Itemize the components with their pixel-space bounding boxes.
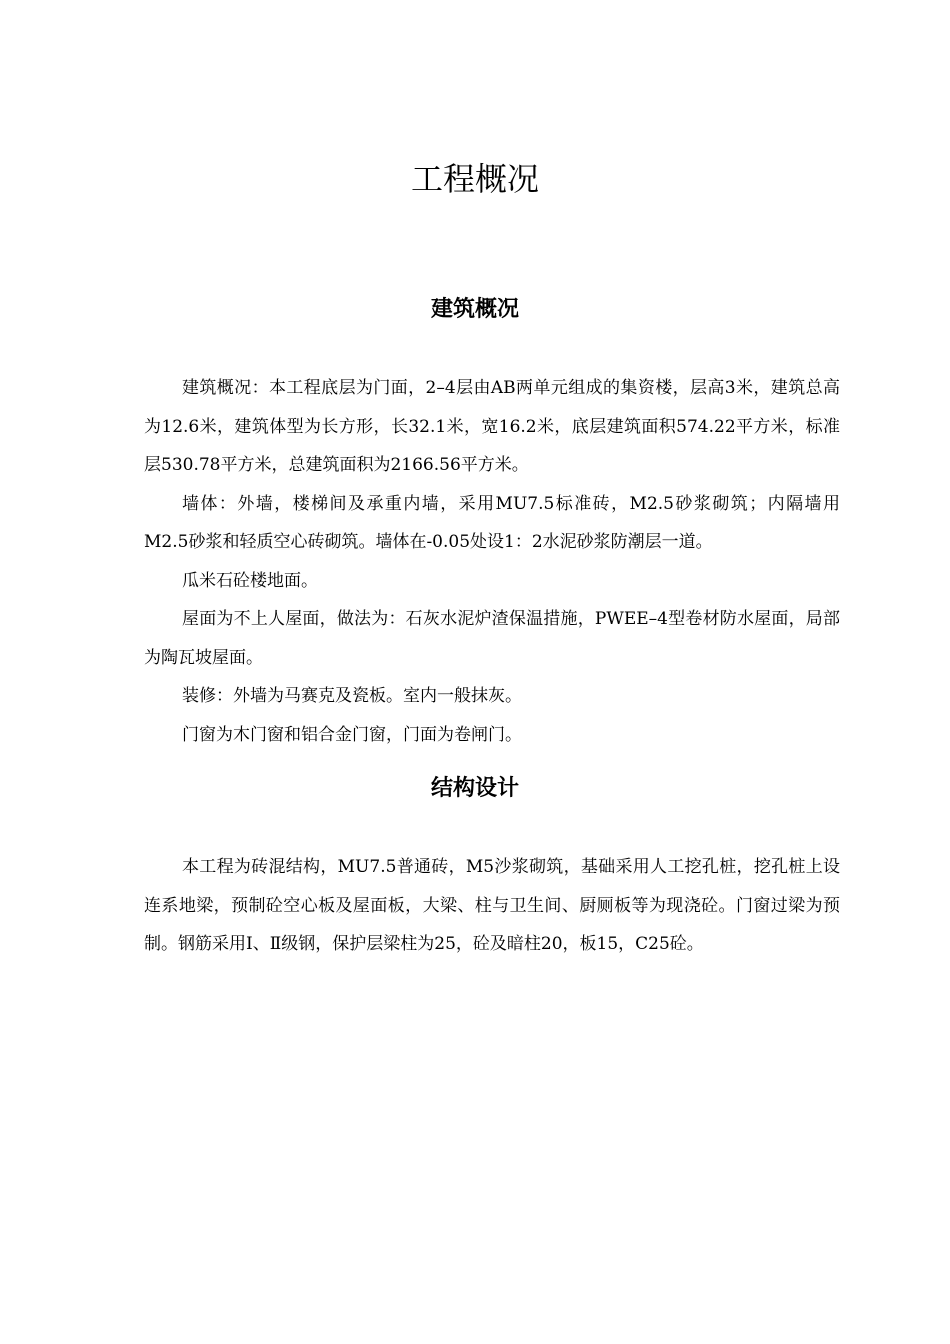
paragraph-doors-windows: 门窗为木门窗和铝合金门窗，门面为卷闸门。 [182,724,522,745]
section-heading-structure: 结构设计 [430,776,519,801]
section-body-structure [144,848,840,964]
section-body-architecture [144,369,840,754]
section-heading-architecture: 建筑概况 [430,297,519,322]
paragraph-structure-design: 本工程为砖混结构，MU7.5普通砖，M5沙浆砌筑，基础采用人工挖孔桩，挖孔桩上设连系地梁，预制砼空心板及屋面板，大梁、柱与卫生间、厨厕板等为现浇砼。门窗过梁为预制。钢筋采用Ⅰ、Ⅱ级钢，保护层梁柱为25，砼及暗柱20，板15，C25砼。 [144,857,840,954]
document-title: 工程概况 [410,160,539,198]
paragraph-floors: 瓜米石砼楼地面。 [182,570,318,591]
paragraph-roof: 屋面为不上人屋面，做法为：石灰水泥炉渣保温措施，PWEE–4型卷材防水屋面，局部为陶瓦坡屋面。 [144,609,840,668]
paragraph-walls: 墙体：外墙，楼梯间及承重内墙，采用MU7.5标准砖，M2.5砂浆砌筑；内隔墙用 M2.5砂浆和轻质空心砖砌筑。墙体在-0.05处设1：2水泥砂浆防潮层一道。 [144,493,840,552]
paragraph-decoration: 装修：外墙为马赛克及瓷板。室内一般抹灰。 [182,686,522,706]
paragraph-building-overview: 建筑概况：本工程底层为门面，2–4层由AB两单元组成的集资楼，层高3米，建筑总高为12.6米，建筑体型为长方形，长32.1米，宽16.2米，底层建筑面积574.22平方米，标准层530.78平方米，总建筑面积为2166.56平方米。 [144,378,840,475]
